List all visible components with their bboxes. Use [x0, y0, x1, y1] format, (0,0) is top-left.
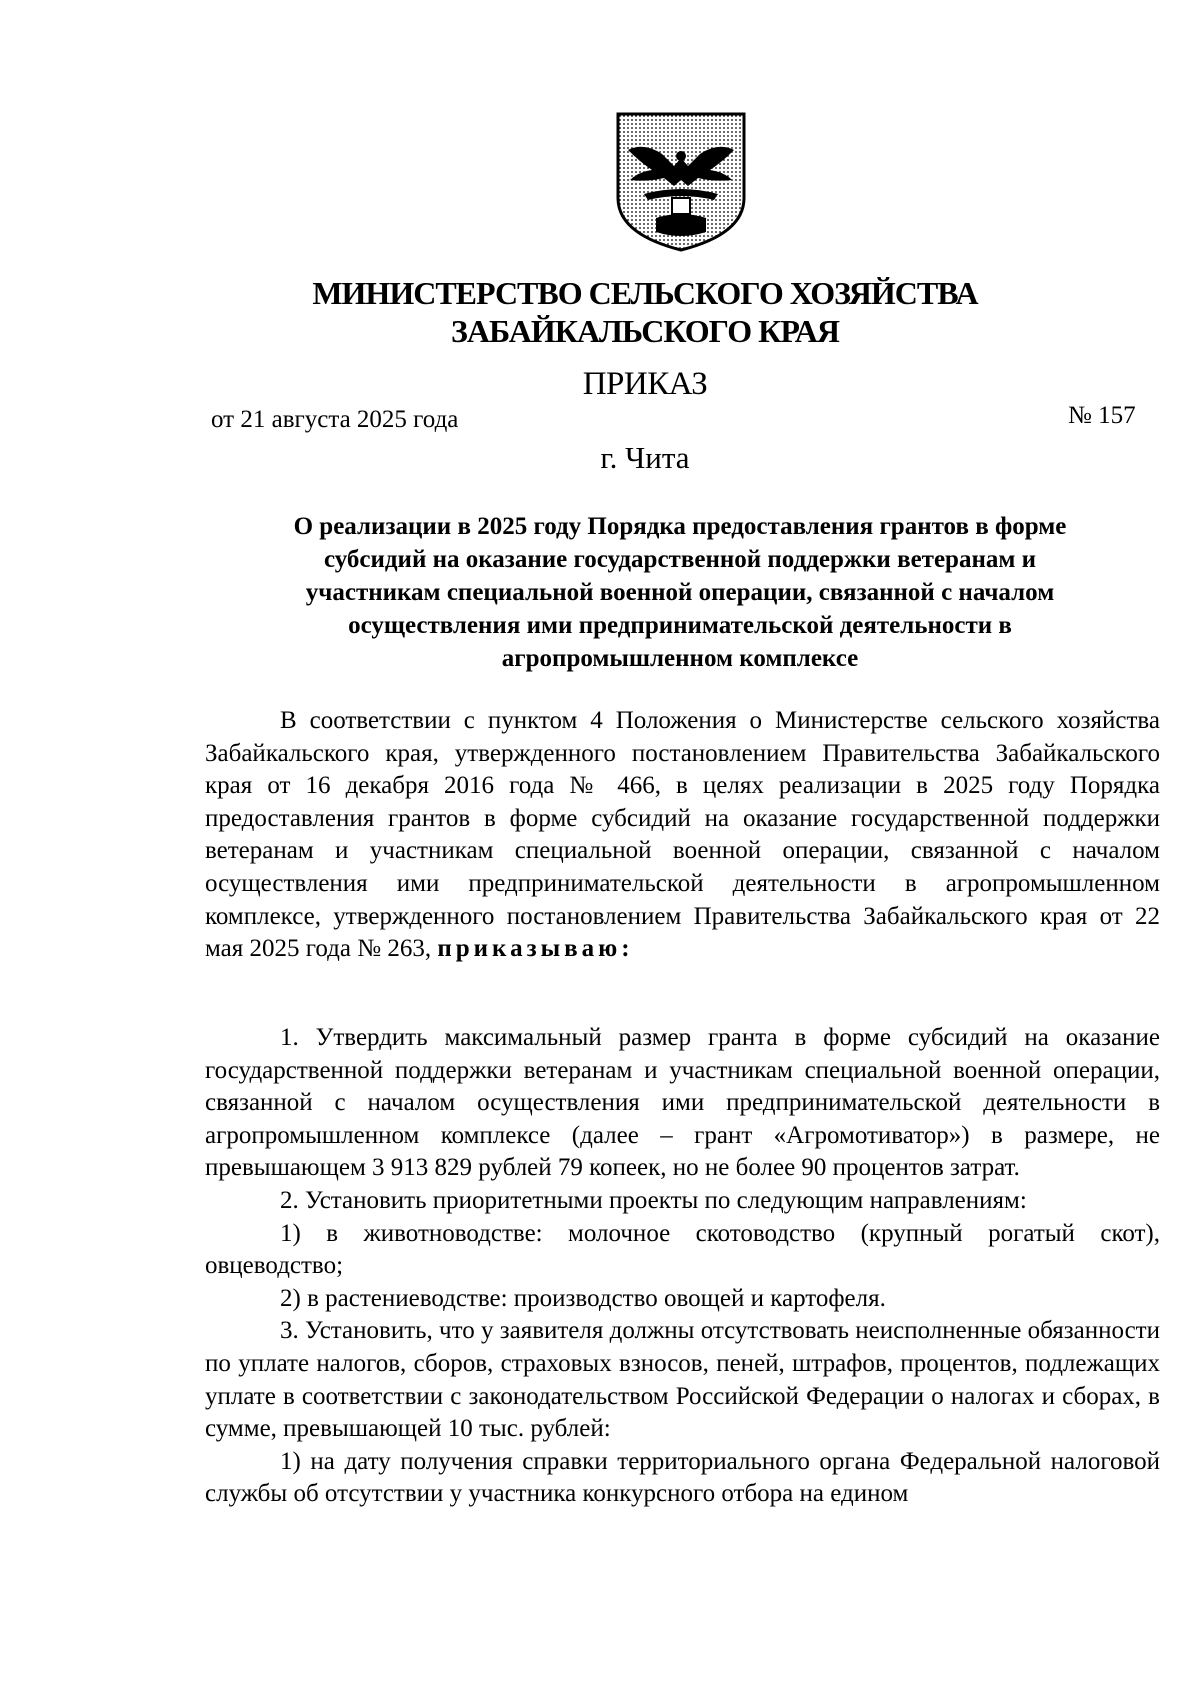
order-subject: [220, 510, 1140, 675]
list-item: 2) в растениеводстве: производство овощей и картофеля.: [280, 1284, 886, 1312]
preamble-text: В соответствии с пунктом 4 Положения о Министерстве сельского хозяйства Забайкальского края, утвержденного постановлением Правительства Забайкальского края от 16 декабря 2016 года № 466, в целях реализации в 2025 году Порядка предоставления грантов в форме субсидий на оказание государственной поддержки ветеранам и участникам специальной военной операции, связанной с началом осуществления ими предпринимательской деятельности в агропромышленном комплексе, утвержденного постановлением Правительства Забайкальского края от 22 мая 2025 года № 263,: [205, 707, 1160, 963]
ministry-name-line2: ЗАБАЙКАЛЬСКОГО КРАЯ: [451, 313, 839, 349]
list-item: 2. Установить приоритетными проекты по следующим направлениям:: [280, 1186, 1027, 1214]
list-item: 1) на дату получения справки территориального органа Федеральной налоговой службы об отсутствии у участника конкурсного отбора на едином: [205, 1447, 1160, 1508]
document-type: ПРИКАЗ: [582, 366, 708, 402]
order-number: № 157: [1068, 402, 1136, 429]
subject-line: осуществления ими предпринимательской деятельности в: [348, 612, 1012, 639]
order-date: от 21 августа 2025 года: [211, 406, 459, 433]
order-items: [205, 1022, 1160, 1511]
ministry-name-line1: МИНИСТЕРСТВО СЕЛЬСКОГО ХОЗЯЙСТВА: [312, 275, 978, 311]
list-item: 1) в животноводстве: молочное скотоводство (крупный рогатый скот), овцеводство;: [205, 1219, 1160, 1280]
list-item: 1. Утвердить максимальный размер гранта в форме субсидий на оказание государственной поддержки ветеранам и участникам специальной военной операции, связанной с началом осуществления ими предпринимательской деятельности в агропромышленном комплексе (далее – грант «Агромотиватор») в размере, не превышающем 3 913 829 рублей 79 копеек, но не более 90 процентов затрат.: [205, 1024, 1160, 1182]
preamble: [205, 705, 1160, 966]
subject-line: участникам специальной военной операции, связанной с началом: [305, 579, 1055, 606]
subject-line: агропромышленном комплексе: [501, 645, 859, 672]
city: г. Чита: [600, 440, 690, 475]
subject-line: О реализации в 2025 году Порядка предоставления грантов в форме: [293, 513, 1067, 540]
list-item: 3. Установить, что у заявителя должны отсутствовать неисполненные обязанности по уплате налогов, сборов, страховых взносов, пеней, штрафов, процентов, подлежащих уплате в соответствии с законодательством Российской Федерации о налогах и сборах, в сумме, превышающей 10 тыс. рублей:: [205, 1317, 1160, 1443]
orders-word: приказываю:: [437, 935, 634, 963]
coat-of-arms-icon: [614, 110, 748, 252]
subject-line: субсидий на оказание государственной поддержки ветеранам и: [323, 546, 1037, 573]
